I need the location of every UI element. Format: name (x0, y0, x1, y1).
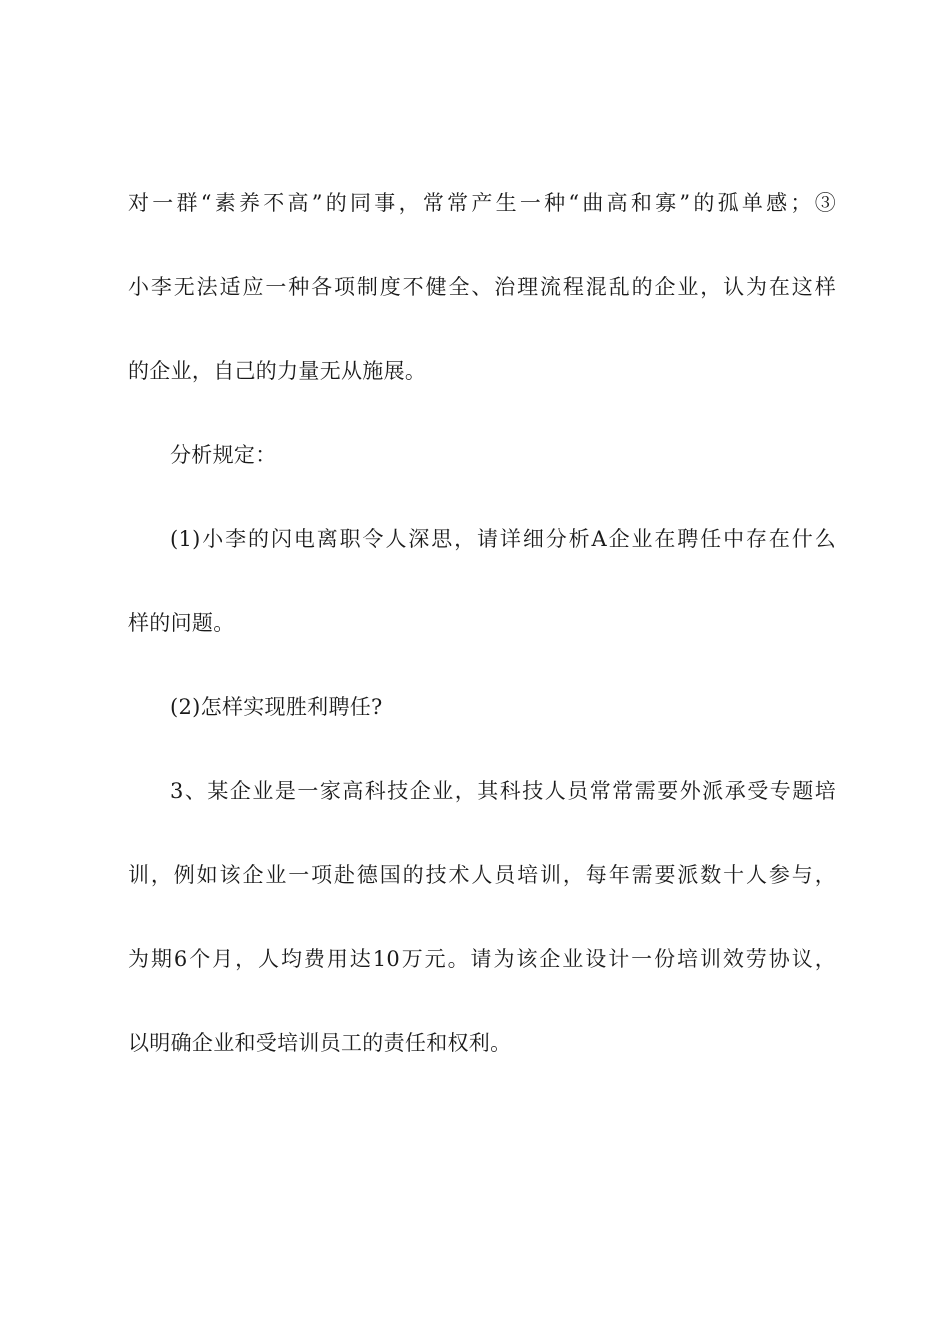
paragraph-1-line-1: 对一群“素养不高”的同事，常常产生一种“曲高和寡”的孤单感；③ (128, 191, 836, 215)
line-gap (128, 308, 836, 350)
line-gap (128, 560, 836, 602)
line-gap (128, 896, 836, 938)
paragraph-1-line-3: 的企业，自己的力量无从施展。 (128, 359, 427, 383)
question-1-line-2: 样的问题。 (128, 611, 235, 635)
line-gap (128, 728, 836, 770)
line-gap (128, 812, 836, 854)
analysis-heading: 分析规定： (170, 443, 277, 467)
line-gap (128, 392, 836, 434)
question-3-line-1: 3、某企业是一家高科技企业，其科技人员常常需要外派承受专题培 (170, 779, 836, 803)
question-3-line-4: 以明确企业和受培训员工的责任和权利。 (128, 1031, 512, 1055)
line-gap (128, 980, 836, 1022)
question-2: (2)怎样实现胜利聘任? (170, 695, 383, 719)
question-1-line-1: (1)小李的闪电离职令人深思，请详细分析A企业在聘任中存在什么 (170, 527, 836, 551)
question-3-line-2: 训，例如该企业一项赴德国的技术人员培训，每年需要派数十人参与， (128, 863, 836, 887)
line-gap (128, 476, 836, 518)
question-3-line-3: 为期6个月，人均费用达10万元。请为该企业设计一份培训效劳协议， (128, 947, 836, 971)
line-gap (128, 224, 836, 266)
document-body (128, 182, 836, 1064)
paragraph-1-line-2: 小李无法适应一种各项制度不健全、治理流程混乱的企业，认为在这样 (128, 275, 836, 299)
line-gap (128, 644, 836, 686)
